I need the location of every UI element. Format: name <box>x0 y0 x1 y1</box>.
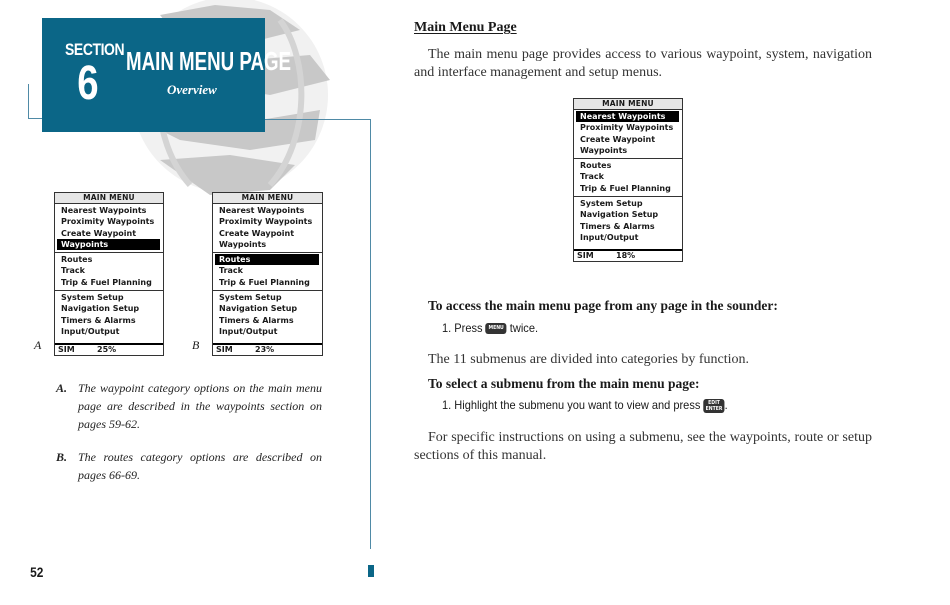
menu-item: Trip & Fuel Planning <box>219 277 310 287</box>
main-heading: Main Menu Page <box>414 20 517 35</box>
rule-left-horizontal <box>28 118 42 119</box>
status-mode: SIM <box>216 345 233 354</box>
caption-a <box>56 379 322 439</box>
menu-item: Create Waypoint <box>219 228 295 238</box>
menu-item: Input/Output <box>61 326 120 336</box>
section-number: 6 <box>77 57 99 110</box>
menu-item: Input/Output <box>580 232 639 242</box>
section-subtitle: Overview <box>167 82 217 97</box>
menu-item: Navigation Setup <box>580 210 659 220</box>
rule-column-divider <box>370 119 371 549</box>
outro-paragraph <box>414 429 872 465</box>
edit-enter-key-icon <box>703 399 724 413</box>
status-percent: 23% <box>255 345 275 354</box>
menu-item-highlighted: Waypoints <box>57 239 160 250</box>
device-screen-main <box>573 98 683 262</box>
menu-item: Timers & Alarms <box>580 221 655 231</box>
caption-b-text: The routes category options are described on pages 66-69. <box>78 450 322 482</box>
menu-item: System Setup <box>61 293 124 303</box>
access-step-post: twice. <box>509 321 539 335</box>
menu-group-setup <box>55 291 163 339</box>
figure-label-b: B <box>192 338 200 352</box>
status-bar <box>213 343 322 355</box>
rule-left-vertical <box>28 84 29 118</box>
key-line-1: EDIT <box>708 399 720 406</box>
page-marker <box>368 565 374 577</box>
page-number: 52 <box>30 564 44 580</box>
device-screen-b <box>212 192 323 356</box>
menu-item-highlighted: Nearest Waypoints <box>576 111 679 122</box>
intro-paragraph <box>414 46 872 82</box>
select-heading: To select a submenu from the main menu page: <box>428 376 700 391</box>
select-step-pre: 1. Highlight the submenu you want to view and press <box>442 398 701 412</box>
figure-label-a: A <box>34 338 42 352</box>
menu-item: Track <box>580 172 604 182</box>
menu-key-icon: MENU <box>486 323 507 334</box>
menu-group-setup <box>213 291 322 339</box>
menu-item: Proximity Waypoints <box>61 217 155 227</box>
menu-item: Create Waypoint <box>61 228 137 238</box>
menu-group-routes <box>213 253 322 291</box>
status-percent: 25% <box>97 345 117 354</box>
status-percent: 18% <box>616 251 636 260</box>
menu-item: Nearest Waypoints <box>61 206 147 215</box>
menu-item: Proximity Waypoints <box>580 123 674 133</box>
menu-item: System Setup <box>219 293 282 303</box>
menu-item: Input/Output <box>219 326 278 336</box>
menu-item: Trip & Fuel Planning <box>61 277 152 287</box>
menu-item: System Setup <box>580 199 643 209</box>
menu-item: Timers & Alarms <box>219 315 294 325</box>
menu-item: Routes <box>580 161 612 171</box>
menu-group-waypoints <box>55 204 163 253</box>
menu-item: Trip & Fuel Planning <box>580 183 671 193</box>
menu-item: Create Waypoint <box>580 134 656 144</box>
status-bar <box>55 343 163 355</box>
menu-item: Navigation Setup <box>61 304 140 314</box>
key-line-2: ENTER <box>705 405 723 412</box>
section-header <box>42 18 292 132</box>
rule-top-horizontal <box>265 119 371 120</box>
screen-header: MAIN MENU <box>574 99 682 110</box>
intro-text: The main menu page provides access to various waypoint, system, navigation and interface management and setup menus. <box>414 47 872 80</box>
status-mode: SIM <box>58 345 75 354</box>
select-step-post: . <box>724 398 728 412</box>
menu-group-setup <box>574 197 682 245</box>
status-bar <box>574 249 682 261</box>
menu-group-routes <box>55 253 163 291</box>
menu-item: Waypoints <box>580 145 628 155</box>
menu-item: Timers & Alarms <box>61 315 136 325</box>
access-heading: To access the main menu page from any page in the sounder: <box>428 298 778 313</box>
caption-b <box>56 448 322 488</box>
menu-item: Proximity Waypoints <box>219 217 313 227</box>
access-step-pre: 1. Press <box>442 321 483 335</box>
menu-item: Navigation Setup <box>219 304 298 314</box>
status-mode: SIM <box>577 251 594 260</box>
caption-b-label: B. <box>56 450 68 464</box>
select-step <box>442 398 728 413</box>
menu-item-highlighted: Routes <box>215 254 319 265</box>
section-word: SECTION <box>65 40 125 59</box>
outro-text: For specific instructions on using a submenu, see the waypoints, route or setup sections of this manual. <box>414 430 872 463</box>
menu-item: Waypoints <box>219 239 267 249</box>
menu-item: Track <box>219 266 243 276</box>
caption-a-text: The waypoint category options on the main menu page are described in the waypoints section on pages 59-62. <box>78 381 322 431</box>
menu-group-waypoints <box>574 110 682 159</box>
access-step <box>442 321 538 335</box>
menu-item: Nearest Waypoints <box>219 206 305 215</box>
device-screen-a <box>54 192 164 356</box>
menu-item: Routes <box>61 255 93 265</box>
section-title: MAIN MENU PAGE <box>126 46 292 76</box>
screen-header: MAIN MENU <box>213 193 322 204</box>
screen-header: MAIN MENU <box>55 193 163 204</box>
submenus-paragraph: The 11 submenus are divided into categories by function. <box>428 352 750 367</box>
menu-item: Track <box>61 266 85 276</box>
menu-group-routes <box>574 159 682 197</box>
menu-group-waypoints <box>213 204 322 253</box>
caption-a-label: A. <box>56 381 68 395</box>
